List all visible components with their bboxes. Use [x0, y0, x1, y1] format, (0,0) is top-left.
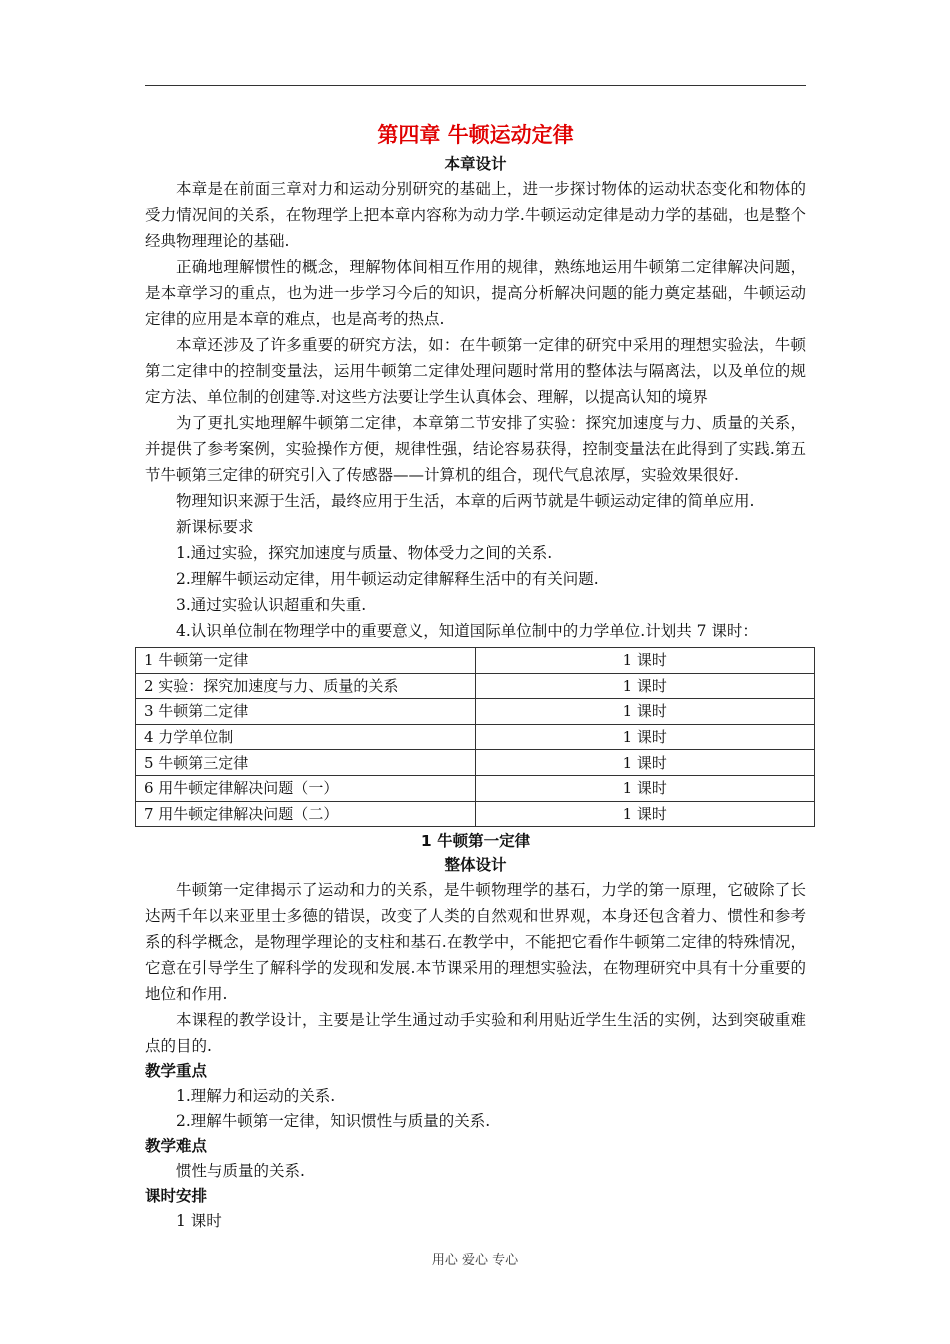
overall-design-heading: 整体设计	[444, 856, 507, 875]
lesson-cell: 6 用牛顿定律解决问题（一）	[136, 775, 476, 801]
page-footer: 用心 爱心 专心	[431, 1253, 519, 1268]
standards-heading: 新课标要求	[176, 518, 254, 536]
intro-paragraph: 正确地理解惯性的概念，理解物体间相互作用的规律，熟练地运用牛顿第二定律解决问题，是本章学习的重点，也为进一步学习今后的知识，提高分析解决问题的能力奠定基础，牛顿运动定律的应用是本章的难点，也是高考的热点.	[145, 258, 806, 328]
table-row	[136, 750, 815, 776]
lesson-schedule-table	[135, 647, 815, 827]
standards-item: 4.认识单位制在物理学中的重要意义，知道国际单位制中的力学单位.计划共 7 课时：	[176, 622, 758, 640]
standards-item: 1.通过实验，探究加速度与质量、物体受力之间的关系.	[176, 544, 553, 562]
table-row	[136, 801, 815, 827]
lesson-cell: 3 牛顿第二定律	[136, 699, 476, 725]
table-row	[136, 648, 815, 674]
chapter-design-heading: 本章设计	[444, 155, 507, 173]
lesson-cell: 4 力学单位制	[136, 724, 476, 750]
schedule-text: 1 课时	[176, 1212, 222, 1231]
overall-paragraph: 本课程的教学设计，主要是让学生通过动手实验和利用贴近学生生活的实例，达到突破重难点的目的.	[145, 1011, 806, 1056]
lesson-cell: 7 用牛顿定律解决问题（二）	[136, 801, 476, 827]
table-row	[136, 775, 815, 801]
key-point-item: 2.理解牛顿第一定律，知识惯性与质量的关系.	[176, 1112, 491, 1131]
hours-cell: 1 课时	[475, 724, 815, 750]
hours-cell: 1 课时	[475, 750, 815, 776]
intro-paragraph: 本章还涉及了许多重要的研究方法，如：在牛顿第一定律的研究中采用的理想实验法，牛顿第二定律中的控制变量法，运用牛顿第二定律处理问题时常用的整体法与隔离法，以及单位的规定方法、单位制的创建等.对这些方法要让学生认真体会、理解，以提高认知的境界	[145, 336, 806, 406]
hours-cell: 1 课时	[475, 673, 815, 699]
hours-cell: 1 课时	[475, 801, 815, 827]
standards-item: 3.通过实验认识超重和失重.	[176, 596, 367, 614]
section-title: 1 牛顿第一定律	[420, 832, 531, 851]
intro-paragraph: 本章是在前面三章对力和运动分别研究的基础上，进一步探讨物体的运动状态变化和物体的受力情况间的关系，在物理学上把本章内容称为动力学.牛顿运动定律是动力学的基础，也是整个经典物理理论的基础.	[145, 180, 806, 250]
key-point-item: 1.理解力和运动的关系.	[176, 1087, 336, 1106]
table-row	[136, 724, 815, 750]
hours-cell: 1 课时	[475, 648, 815, 674]
standards-item: 2.理解牛顿运动定律，用牛顿运动定律解释生活中的有关问题.	[176, 570, 599, 588]
difficulties-heading: 教学难点	[145, 1137, 208, 1156]
lesson-cell: 5 牛顿第三定律	[136, 750, 476, 776]
overall-paragraph: 牛顿第一定律揭示了运动和力的关系，是牛顿物理学的基石，力学的第一原理，它破除了长达两千年以来亚里士多德的错误，改变了人类的自然观和世界观，本身还包含着力、惯性和参考系的科学概念，是物理学理论的支柱和基石.在教学中，不能把它看作牛顿第二定律的特殊情况，它意在引导学生了解科学的发现和发展.本节课采用的理想实验法，在物理研究中具有十分重要的地位和作用.	[145, 881, 806, 1004]
table-row	[136, 699, 815, 725]
header-rule	[145, 85, 806, 86]
lesson-cell: 1 牛顿第一定律	[136, 648, 476, 674]
schedule-heading: 课时安排	[145, 1187, 208, 1206]
hours-cell: 1 课时	[475, 775, 815, 801]
lesson-cell: 2 实验：探究加速度与力、质量的关系	[136, 673, 476, 699]
chapter-title: 第四章 牛顿运动定律	[377, 123, 574, 147]
table-row	[136, 673, 815, 699]
difficulty-item: 惯性与质量的关系.	[176, 1162, 305, 1181]
hours-cell: 1 课时	[475, 699, 815, 725]
page-content	[145, 118, 806, 1234]
key-points-heading: 教学重点	[145, 1062, 208, 1081]
intro-paragraph: 物理知识来源于生活，最终应用于生活，本章的后两节就是牛顿运动定律的简单应用.	[176, 492, 755, 510]
intro-section	[145, 176, 806, 644]
intro-paragraph: 为了更扎实地理解牛顿第二定律，本章第二节安排了实验：探究加速度与力、质量的关系，并提供了参考案例，实验操作方便，规律性强，结论容易获得，控制变量法在此得到了实践.第五节牛顿第三定律的研究引入了传感器——计算机的组合，现代气息浓厚，实验效果很好.	[145, 414, 806, 484]
